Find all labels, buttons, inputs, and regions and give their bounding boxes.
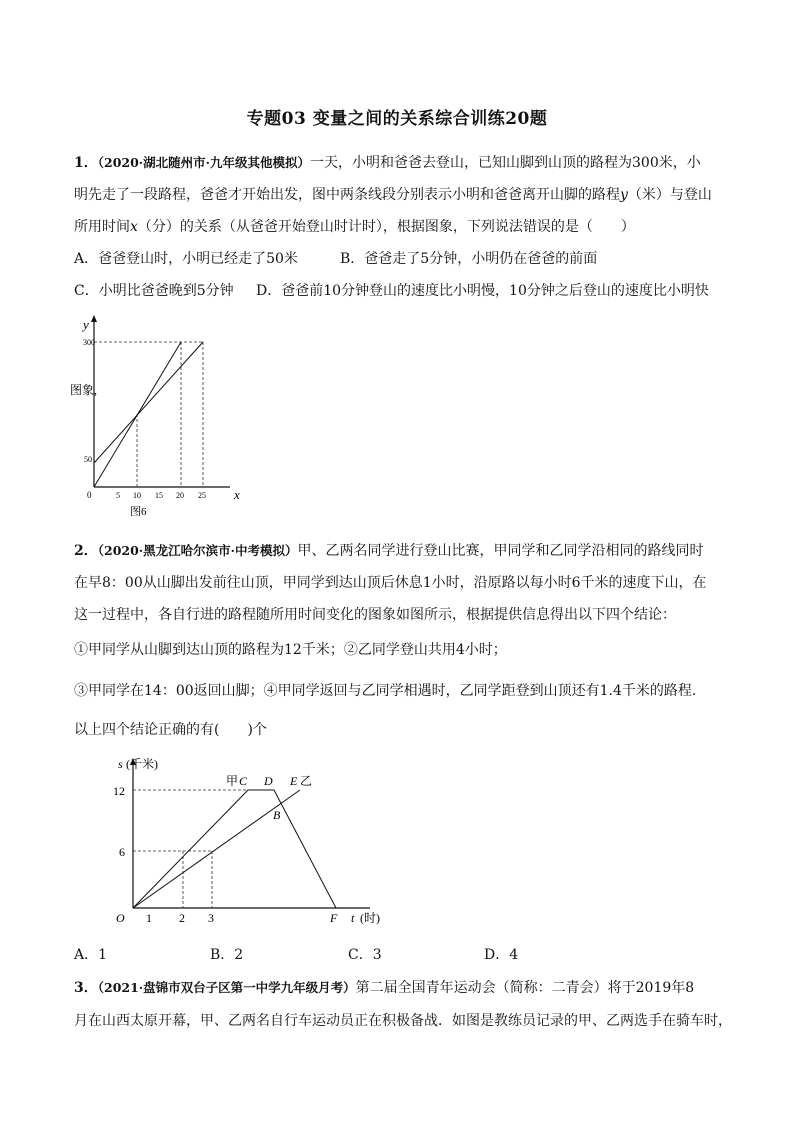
q1-graph: [70, 312, 250, 522]
q2-option-d: D．4: [484, 947, 519, 963]
q3-source: （2021·盘锦市双台子区第一中学九年级月考）: [97, 980, 356, 995]
q2-t-unit: (时): [360, 911, 380, 925]
page-title: 专题03 变量之间的关系综合训练20题: [246, 109, 548, 129]
q1-text-2a: 明先走了一段路程，爸爸才开始出发，图中两条线段分别表示小明和爸爸离开山脚的路程: [74, 187, 620, 203]
q1-var-x: x: [130, 219, 138, 235]
q2-conclusion-1: ①甲同学从山脚到达山顶的路程为12千米；②乙同学登山共用4小时；: [74, 642, 507, 658]
q2-s-unit: (千米): [126, 757, 158, 771]
q1-text-1: 一天，小明和爸爸去登山，已知山脚到山顶的路程为300米，小: [310, 155, 701, 171]
q1-option-c: C．小明比爸爸晚到5分钟: [74, 283, 234, 299]
q1-var-y: y: [620, 187, 628, 203]
q1-x-tick-10: 10: [133, 491, 141, 500]
q1-y-arrow: [91, 315, 97, 322]
q1-origin: 0: [87, 490, 92, 500]
q2-t-label: t: [351, 911, 355, 925]
q1-x-tick-20: 20: [176, 491, 184, 500]
q2-label-jia: 甲: [226, 774, 239, 788]
q1-line-xiaoming: [94, 342, 203, 463]
q1-x-tick-25: 25: [198, 491, 206, 500]
q2-line-2: 在早8：00从山脚出发前往山顶，甲同学到达山顶后休息1小时，沿原路以每小时6千米的速度下山，在: [74, 575, 707, 591]
q2-line-1: [74, 540, 704, 560]
q3-text-1: 第二届全国青年运动会（简称：二青会）将于2019年8: [355, 980, 695, 996]
q1-text-3a: 所用时间: [74, 219, 130, 235]
q1-y-tick-50: 50: [84, 455, 92, 464]
q1-x-tick-5: 5: [116, 491, 120, 500]
q2-x-tick-2: 2: [179, 911, 185, 925]
q2-point-b: B: [273, 808, 281, 822]
q2-y-tick-6: 6: [119, 845, 125, 859]
q1-x-tick-15: 15: [155, 491, 163, 500]
q2-option-b: B．2: [210, 947, 244, 963]
q1-option-d: D．爸爸前10分钟登山的速度比小明慢，10分钟之后登山的速度比小明快: [256, 283, 709, 299]
q2-graph: [108, 752, 398, 932]
q2-number: 2．: [74, 543, 98, 559]
q2-point-c: C: [239, 774, 248, 788]
q1-x-label: x: [234, 487, 240, 502]
q2-line-jia: [133, 790, 336, 908]
q2-point-f: F: [330, 911, 338, 925]
q2-origin: O: [116, 911, 125, 925]
q1-line-2: [74, 184, 712, 204]
q2-question: 以上四个结论正确的有( )个: [74, 722, 267, 738]
q1-text-3b: （分）的关系（从爸爸开始登山时计时），根据图象，下列说法错误的是（ ）: [137, 219, 635, 235]
q1-line-3: [74, 216, 635, 236]
q2-point-d: D: [264, 774, 273, 788]
q2-s-label: s: [118, 757, 123, 771]
q1-option-b: B．爸爸走了5分钟，小明仍在爸爸的前面: [340, 251, 598, 267]
q1-source: （2020·湖北随州市·九年级其他模拟）: [97, 155, 310, 170]
q2-source: （2020·黑龙江哈尔滨市·中考模拟）: [97, 543, 298, 558]
q2-conclusion-2: ③甲同学在14：00返回山脚；④甲同学返回与乙同学相遇时，乙同学距登到山顶还有1.4千米的路程．: [74, 683, 706, 699]
q2-option-c: C．3: [348, 947, 382, 963]
q1-y-label: y: [83, 317, 89, 332]
q1-line-1: [74, 152, 701, 172]
q3-line-2: 月在山西太原开幕，甲、乙两名自行车运动员正在积极备战．如图是教练员记录的甲、乙两选手在骑车时，: [74, 1013, 732, 1029]
q2-label-yi: 乙: [300, 774, 313, 788]
q2-x-tick-3: 3: [208, 911, 214, 925]
q2-option-a: A．1: [74, 947, 108, 963]
q1-option-a: A．爸爸登山时，小明已经走了50米: [74, 251, 298, 267]
q1-graph-caption: 图6: [130, 506, 147, 518]
q3-number: 3．: [74, 980, 98, 996]
q1-number: 1．: [74, 155, 98, 171]
q1-side-label: 图象,: [70, 383, 98, 397]
q1-y-tick-300: 300: [83, 338, 95, 347]
q2-point-e: E: [290, 774, 298, 788]
q1-text-2b: （米）与登山: [627, 187, 712, 203]
q3-line-1: [74, 977, 694, 997]
q2-y-tick-12: 12: [113, 784, 125, 798]
q2-line-3: 这一过程中，各自行进的路程随所用时间变化的图象如图所示，根据提供信息得出以下四个结论：: [74, 607, 676, 623]
q2-text-1: 甲、乙两名同学进行登山比赛，甲同学和乙同学沿相同的路线同时: [297, 543, 704, 559]
q2-x-tick-1: 1: [146, 911, 152, 925]
